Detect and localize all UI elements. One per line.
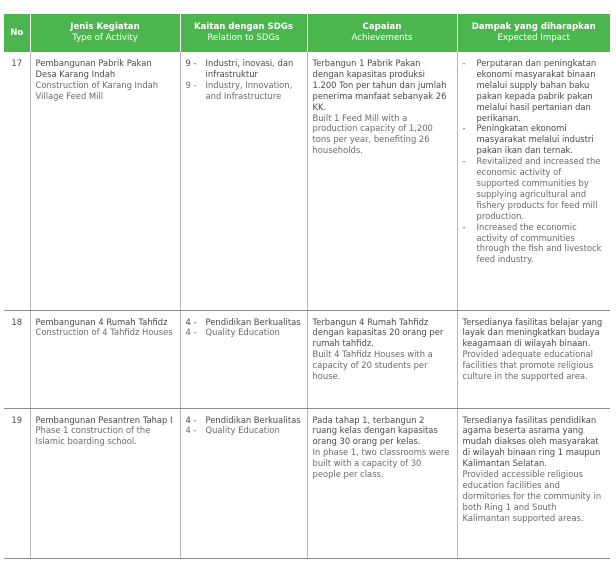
achievement-id: Terbangun 1 Pabrik Pakan dengan kapasitas produksi 1.200 Ton per tahun dan jumlah penerima manfaat sebanyak 26 KK. bbox=[312, 58, 447, 112]
bullet-dash: - bbox=[462, 221, 466, 232]
row-number: 18 bbox=[4, 310, 30, 408]
activity-en: Construction of 4 Tahfidz Houses bbox=[35, 327, 173, 338]
header-ach-id: Capaian bbox=[362, 22, 402, 32]
bullet-dash: - bbox=[462, 156, 466, 167]
activity-en: Phase 1 construction of the Islamic boarding school. bbox=[35, 425, 151, 447]
impact-cell bbox=[457, 52, 610, 310]
sdg-number: 4 - bbox=[185, 327, 197, 338]
sdg-number: 4 - bbox=[185, 414, 197, 425]
header-impact-en: Expected Impact bbox=[497, 33, 571, 43]
header-impact bbox=[457, 14, 610, 52]
impact-cell bbox=[457, 310, 610, 408]
achievement-en: Built 1 Feed Mill with a production capacity of 1,200 tons per year, benefiting 26 households. bbox=[312, 112, 433, 156]
bullet-dash: - bbox=[462, 123, 466, 134]
sdg-item bbox=[186, 327, 302, 338]
sdg-text: Quality Education bbox=[205, 327, 280, 338]
achievement-cell bbox=[307, 52, 457, 310]
sdg-item bbox=[186, 58, 302, 80]
achievement-cell bbox=[307, 310, 457, 408]
sdg-item bbox=[186, 317, 302, 328]
table-row bbox=[4, 52, 610, 310]
table-row bbox=[4, 310, 610, 408]
table-header-row bbox=[4, 14, 610, 52]
row-number: 19 bbox=[4, 408, 30, 558]
header-sdg-en: Relation to SDGs bbox=[207, 33, 280, 43]
achievement-cell bbox=[307, 408, 457, 558]
activity-cell bbox=[30, 52, 180, 310]
impact-text: Revitalized and increased the economic activity of supported communities by supplying agricultural and fishery products for feed mill production. bbox=[476, 156, 601, 221]
header-impact-id: Dampak yang diharapkan bbox=[471, 22, 596, 32]
header-activity-en: Type of Activity bbox=[72, 33, 138, 43]
impact-id: Tersedianya fasilitas pendidikan agama beserta asrama yang mudah diakses oleh masyarakat di wilayah binaan ring 1 maupun Kalimantan Selatan. bbox=[462, 414, 601, 469]
sdg-text: Industri, inovasi, dan infrastruktur bbox=[205, 58, 294, 79]
sdg-activities-table bbox=[4, 14, 610, 559]
bullet-dash: - bbox=[462, 58, 466, 68]
activity-cell bbox=[30, 408, 180, 558]
activity-cell bbox=[30, 310, 180, 408]
activity-id: Pembangunan Pesantren Tahap I bbox=[35, 414, 173, 425]
impact-id: Tersedianya fasilitas belajar yang layak dan meningkatkan budaya keagamaan di wilayah binaan. bbox=[462, 316, 603, 349]
header-activity bbox=[30, 14, 180, 52]
impact-item bbox=[463, 58, 606, 123]
impact-item bbox=[463, 123, 606, 156]
row-number: 17 bbox=[4, 52, 30, 310]
sdg-activities-table-wrapper bbox=[4, 14, 610, 559]
impact-list bbox=[463, 58, 606, 265]
table-row bbox=[4, 408, 610, 558]
activity-en: Construction of Karang Indah Village Feed Mill bbox=[35, 79, 159, 101]
sdg-number: 9 - bbox=[185, 79, 197, 90]
sdg-text: Quality Education bbox=[205, 425, 280, 436]
sdg-item bbox=[186, 425, 302, 436]
header-achievements bbox=[307, 14, 457, 52]
header-sdg bbox=[180, 14, 307, 52]
sdg-cell bbox=[180, 52, 307, 310]
sdg-number: 4 - bbox=[185, 425, 197, 436]
achievement-id: Pada tahap 1, terbangun 2 ruang kelas dengan kapasitas orang 30 orang per kelas. bbox=[312, 414, 438, 447]
sdg-text: Industry, Innovation, and Infrastructure bbox=[205, 79, 293, 101]
header-no: No bbox=[4, 14, 30, 52]
activity-id: Pembangunan Pabrik Pakan Desa Karang Indah bbox=[35, 58, 152, 79]
sdg-item bbox=[186, 415, 302, 426]
sdg-item bbox=[186, 80, 302, 102]
impact-item bbox=[463, 156, 606, 221]
sdg-text: Pendidikan Berkualitas bbox=[205, 316, 301, 327]
impact-cell bbox=[457, 408, 610, 558]
sdg-number: 9 - bbox=[185, 58, 197, 68]
sdg-number: 4 - bbox=[185, 316, 197, 327]
sdg-text: Pendidikan Berkualitas bbox=[205, 414, 301, 425]
impact-en: Provided accessible religious education facilities and dormitories for the community in both Ring 1 and South Kalimantan supported areas. bbox=[462, 469, 602, 523]
header-activity-id: Jenis Kegiatan bbox=[70, 22, 140, 32]
achievement-en: In phase 1, two classrooms were built with a capacity of 30 people per class. bbox=[312, 447, 450, 480]
sdg-cell bbox=[180, 408, 307, 558]
impact-text: Peningkatan ekonomi masyarakat melalui industri pakan ikan dan ternak. bbox=[476, 123, 594, 156]
impact-text: Perputaran dan peningkatan ekonomi masyarakat binaan melalui supply bahan baku pakan kepada pabrik pakan melalui hasil pertanian dan perikanan. bbox=[476, 58, 597, 123]
achievement-id: Terbangun 4 Rumah Tahfidz dengan kapasitas 20 orang per rumah tahfidz. bbox=[312, 316, 444, 349]
achievement-en: Built 4 Tahfidz Houses with a capacity of 20 students per house. bbox=[312, 349, 433, 382]
impact-item bbox=[463, 222, 606, 266]
activity-id: Pembangunan 4 Rumah Tahfidz bbox=[35, 316, 168, 327]
impact-en: Provided adequate educational facilities that promote religious culture in the supported area. bbox=[462, 349, 594, 382]
header-ach-en: Achievements bbox=[351, 33, 413, 43]
header-sdg-id: Kaitan dengan SDGs bbox=[193, 22, 294, 32]
sdg-cell bbox=[180, 310, 307, 408]
impact-text: Increased the economic activity of communities through the fish and livestock feed industry. bbox=[476, 221, 602, 265]
